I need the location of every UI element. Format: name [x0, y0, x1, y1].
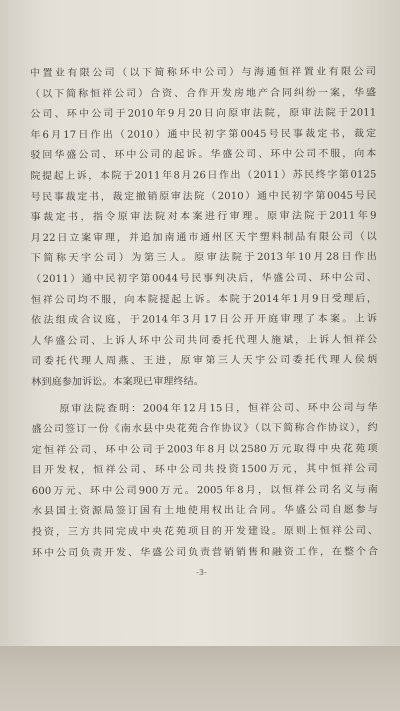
text-line: 定恒祥公司、环中公司于2003年8月以2580万元取得中央花苑项: [31, 443, 378, 456]
text-line: 事裁定书，指令原审法院对本案进行审理。原审法院于2011年9: [30, 210, 377, 224]
text-line: 人华盛公司、上诉人环中公司共同委托代理人施斌，上诉人恒祥公: [31, 334, 378, 347]
page-number: -3-: [196, 568, 207, 577]
paragraph-1: [30, 62, 377, 393]
text-line: 投资，三方共同完成中央花苑项目的开发建设。原则上恒祥公司、: [32, 525, 379, 539]
text-line: 公司、环中公司于2010年9月20日向原审法院，原审法院于2011: [30, 107, 377, 121]
document-body: [30, 62, 378, 564]
paragraph-2: [31, 398, 378, 564]
text-line: （2011）通中民初字第0044号民事判决后，华盛公司、环中公司、: [30, 272, 377, 285]
text-line: 目开发权，恒祥公司、环中公司共投资1500万元，其中恒祥公司: [31, 463, 378, 477]
text-line: 环中公司负责开发、华盛公司负责营销销售和融资工作，在整个合: [32, 546, 379, 559]
text-line: 恒祥公司均不服，向本院提起上诉。本院于2014年1月9日受理后，: [31, 293, 378, 306]
text-line: 司委托代理人周燕、王进，原审第三人天宇公司委托代理人侯炳: [31, 354, 378, 368]
text-line: 下简称天宇公司）为第三人。原审法院于2013年10月28日作出: [30, 251, 377, 265]
text-line: 水县国土资源局签订国有土地使用权出让合同。华盛公司自愿参与: [31, 504, 378, 518]
text-line: 年6月17日作出（2010）通中民初字第0045号民事裁定书，裁定: [30, 128, 377, 141]
text-line: 依法组成合议庭，于2014年3月17日公开开庭审理了本案。上诉: [31, 313, 378, 327]
text-line: 林到庭参加诉讼。本案现已审理终结。: [31, 376, 204, 388]
text-line: 中置业有限公司（以下简称环中公司）与海通恒祥置业有限公司: [30, 66, 377, 79]
text-line: 驳回华盛公司、环中公司的起诉。华盛公司、环中公司不服，向本: [30, 148, 377, 162]
text-line: 600万元、环中公司900万元。2005年8月，以恒祥公司名义与南: [31, 484, 378, 497]
text-line: 院提起上诉，本院于2011年8月26日作出（2011）苏民终字第0125: [30, 169, 377, 182]
text-line: 月22日立案审理，并追加南通市通州区天宇塑料制品有限公司（以: [30, 231, 377, 244]
text-line: 原审法院查明：2004年12月15日，恒祥公司、环中公司与华: [59, 401, 378, 415]
desk-surface: [0, 646, 400, 711]
text-line: 盛公司签订一份《南水县中央花苑合作协议》（以下简称合作协议），约: [31, 422, 378, 436]
text-line: （以下简称恒祥公司）合资、合作开发房地产合同纠纷一案，华盛: [30, 87, 377, 100]
text-line: 号民事裁定书，裁定撤销原审法院（2010）通中民初字第0045号民: [30, 190, 377, 203]
